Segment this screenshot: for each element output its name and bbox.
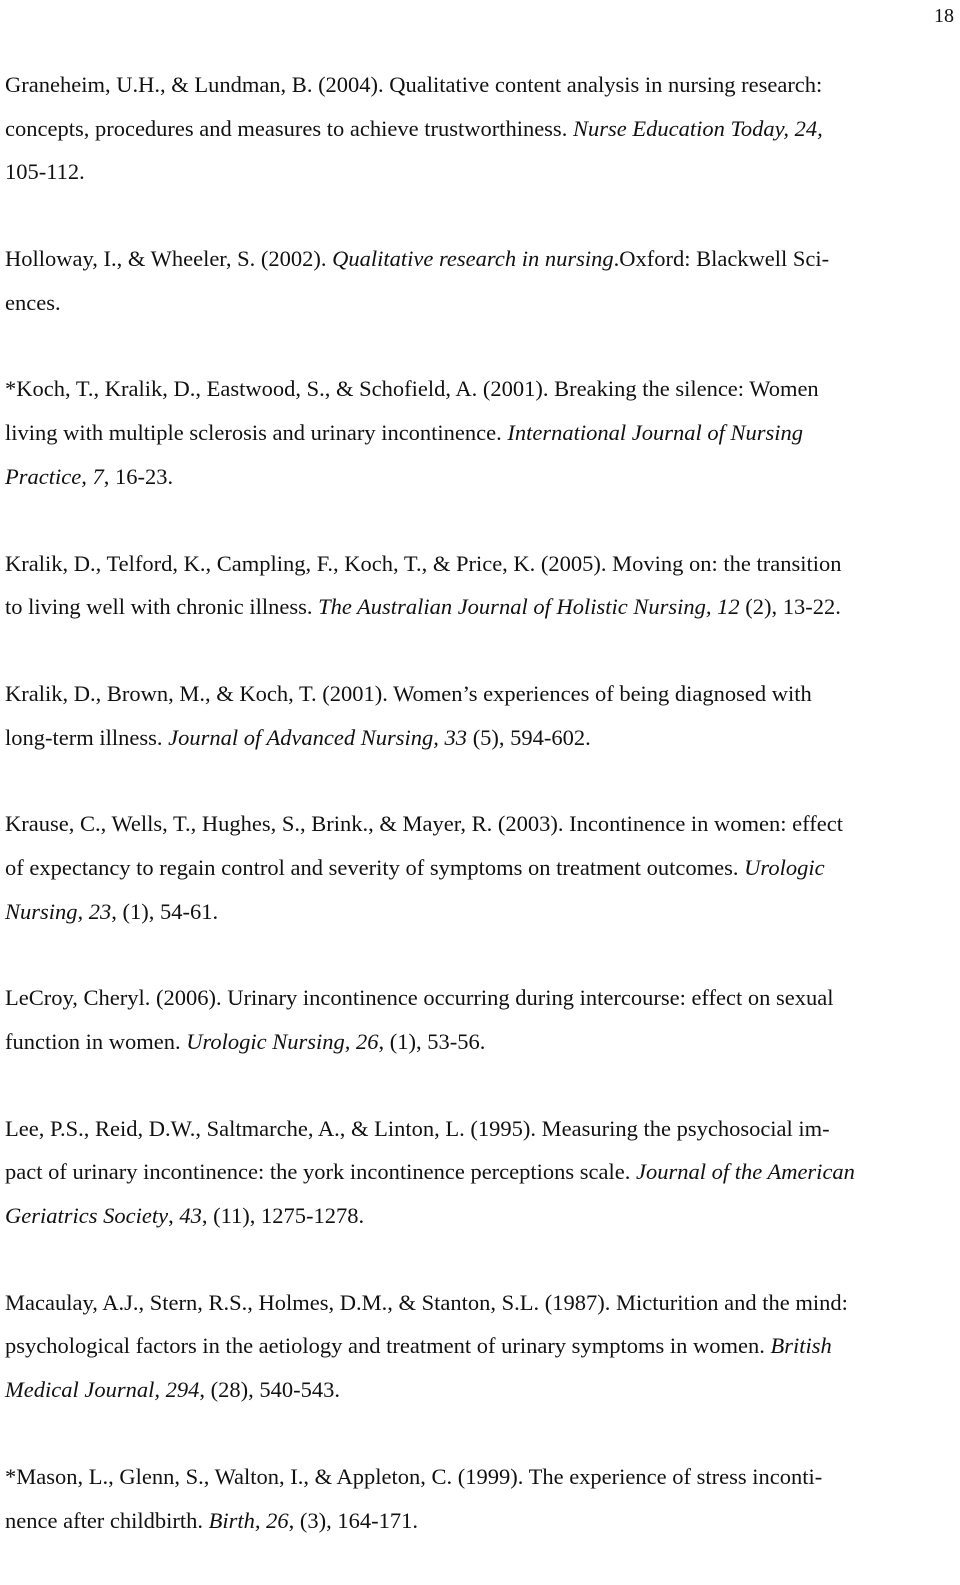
reference-line xyxy=(5,1368,960,1412)
reference-line xyxy=(5,802,960,846)
reference-entry xyxy=(5,1107,960,1238)
reference-text: to living well with chronic illness. xyxy=(5,594,319,620)
reference-text: long-term illness. xyxy=(5,724,169,750)
reference-text: Graneheim, U.H., & Lundman, B. (2004). Qualitative content analysis in nursing research: xyxy=(5,72,823,97)
reference-line xyxy=(5,1150,960,1194)
reference-line xyxy=(5,455,960,499)
italic-text: Geriatrics Society xyxy=(5,1203,169,1229)
reference-line xyxy=(5,846,960,890)
reference-line xyxy=(5,542,960,586)
italic-text: Qualitative research in nursing xyxy=(332,246,614,272)
reference-text: Macaulay, A.J., Stern, R.S., Holmes, D.M., & Stanton, S.L. (1987). Micturition and the mind: xyxy=(5,1289,848,1315)
reference-line xyxy=(5,976,960,1020)
reference-text: , 16-23. xyxy=(103,463,174,489)
italic-text: Nursing, 23 xyxy=(5,898,112,924)
reference-line xyxy=(5,672,960,716)
reference-line xyxy=(5,237,960,281)
reference-text: , (1), 54-61. xyxy=(111,898,219,924)
reference-line xyxy=(5,63,960,107)
reference-line xyxy=(5,890,960,934)
italic-text: Journal of Advanced Nursing, 33 xyxy=(168,724,468,750)
reference-line xyxy=(5,1324,960,1368)
italic-text: Nurse Education Today, 24, xyxy=(572,115,823,141)
reference-entry xyxy=(5,1281,960,1412)
italic-text: International Journal of Nursing xyxy=(507,420,804,446)
italic-text: The Australian Journal of Holistic Nursing, 12 xyxy=(318,594,740,620)
italic-text: Medical Journal, 294 xyxy=(5,1377,200,1403)
reference-text: 105-112. xyxy=(5,159,85,185)
reference-entry xyxy=(5,237,960,324)
reference-line xyxy=(5,281,960,325)
reference-text: concepts, procedures and measures to achieve trustworthiness. xyxy=(5,115,573,141)
reference-text: *Mason, L., Glenn, S., Walton, I., & Appleton, C. (1999). The experience of stress inconti- xyxy=(5,1463,823,1489)
reference-text: ences. xyxy=(5,289,61,315)
reference-line xyxy=(5,1281,960,1325)
italic-text: 43 xyxy=(179,1203,202,1229)
reference-line xyxy=(5,411,960,455)
reference-entry xyxy=(5,367,960,498)
reference-line xyxy=(5,1194,960,1238)
reference-text: *Koch, T., Kralik, D., Eastwood, S., & Schofield, A. (2001). Breaking the silence: Women xyxy=(5,376,819,402)
reference-text: , (3), 164-171. xyxy=(288,1507,419,1533)
reference-text: Krause, C., Wells, T., Hughes, S., Brink., & Mayer, R. (2003). Incontinence in women: effect xyxy=(5,811,843,837)
reference-line xyxy=(5,585,960,629)
reference-text: (5), 594-602. xyxy=(467,724,591,750)
reference-text: psychological factors in the aetiology and treatment of urinary symptoms in women. xyxy=(5,1333,771,1359)
reference-text: (2), 13-22. xyxy=(739,594,841,620)
reference-text: living with multiple sclerosis and urinary incontinence. xyxy=(5,420,508,446)
italic-text: Birth, 26 xyxy=(208,1507,289,1533)
reference-entry xyxy=(5,63,960,194)
reference-text: , xyxy=(168,1203,180,1229)
reference-text: function in women. xyxy=(5,1029,187,1054)
reference-text: .Oxford: Blackwell Sci- xyxy=(613,246,830,272)
reference-line xyxy=(5,1455,960,1499)
reference-line xyxy=(5,716,960,760)
italic-text: Urologic Nursing, 26 xyxy=(186,1029,379,1054)
reference-text: Lee, P.S., Reid, D.W., Saltmarche, A., & Linton, L. (1995). Measuring the psychosocial im- xyxy=(5,1115,830,1141)
reference-entry xyxy=(5,1455,960,1542)
reference-text: Kralik, D., Telford, K., Campling, F., Koch, T., & Price, K. (2005). Moving on: the transition xyxy=(5,550,842,576)
reference-entry xyxy=(5,802,960,933)
reference-line xyxy=(5,1020,960,1064)
italic-text: British xyxy=(770,1333,832,1359)
reference-entry xyxy=(5,672,960,759)
reference-entry xyxy=(5,542,960,629)
reference-text: nence after childbirth. xyxy=(5,1507,209,1533)
reference-line xyxy=(5,1499,960,1543)
reference-line xyxy=(5,1107,960,1151)
reference-list xyxy=(5,63,960,1585)
reference-text: , (28), 540-543. xyxy=(199,1377,340,1403)
page-number: 18 xyxy=(934,5,954,27)
italic-text: Practice, 7 xyxy=(5,463,104,489)
reference-line xyxy=(5,367,960,411)
reference-text: Holloway, I., & Wheeler, S. (2002). xyxy=(5,246,333,272)
reference-text: LeCroy, Cheryl. (2006). Urinary incontinence occurring during intercourse: effect on sexual xyxy=(5,985,834,1011)
reference-line xyxy=(5,150,960,194)
reference-text: , (1), 53-56. xyxy=(378,1029,486,1054)
reference-text: of expectancy to regain control and severity of symptoms on treatment outcomes. xyxy=(5,854,745,880)
italic-text: Urologic xyxy=(744,854,825,880)
reference-entry xyxy=(5,976,960,1063)
reference-text: , (11), 1275-1278. xyxy=(201,1203,365,1229)
italic-text: Journal of the American xyxy=(636,1159,855,1185)
reference-text: Kralik, D., Brown, M., & Koch, T. (2001). Women’s experiences of being diagnosed with xyxy=(5,680,812,706)
reference-text: pact of urinary incontinence: the york incontinence perceptions scale. xyxy=(5,1159,636,1185)
reference-line xyxy=(5,107,960,151)
